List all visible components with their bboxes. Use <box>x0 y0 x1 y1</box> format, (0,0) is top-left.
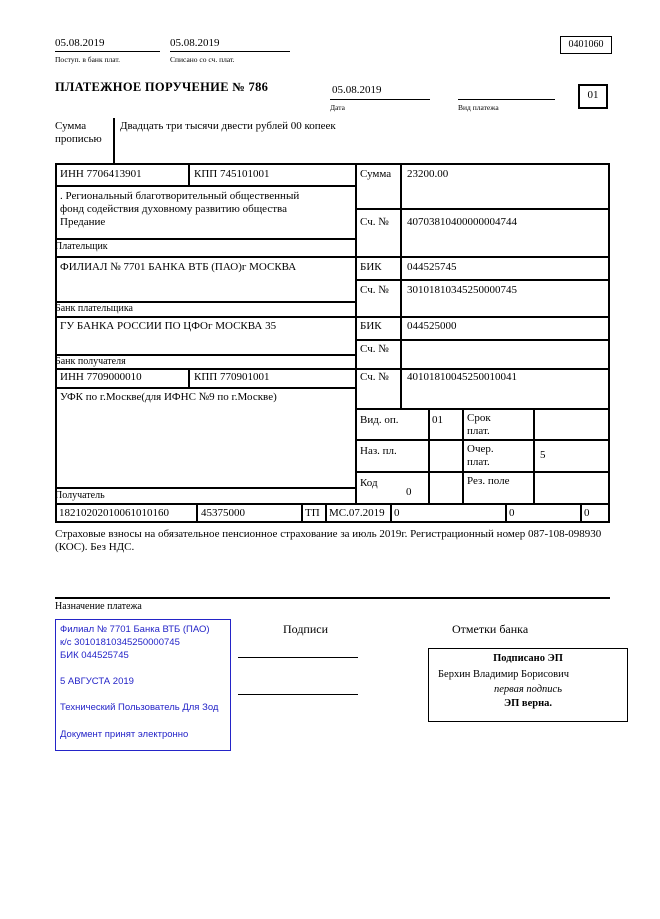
received-date-underline <box>55 51 160 52</box>
payee-account: 40101810045250010041 <box>407 371 517 383</box>
tax-row-divider <box>301 503 303 523</box>
payer-bank-bik: 044525745 <box>407 261 457 273</box>
bank-stamp-date: 5 АВГУСТА 2019 <box>60 676 134 687</box>
payer-kpp: КПП 745101001 <box>194 168 270 180</box>
table-line <box>55 487 355 489</box>
payer-account-label: Сч. № <box>360 216 389 228</box>
table-line <box>55 368 610 370</box>
table-divider <box>400 163 402 410</box>
sum-label: Сумма <box>360 168 392 180</box>
table-line <box>55 163 610 165</box>
payer-account: 40703810400000004744 <box>407 216 517 228</box>
ep-stamp-title: Подписано ЭП <box>493 653 563 664</box>
payment-type-underline <box>458 99 555 100</box>
date-label: Дата <box>330 103 345 112</box>
signature-line <box>238 694 358 695</box>
priority-label: Очер. плат. <box>467 443 494 469</box>
bank-stamp-branch: Филиал № 7701 Банка ВТБ (ПАО) <box>60 624 210 635</box>
purpose-underline <box>55 597 610 599</box>
ep-verified-text: ЭП верна. <box>503 698 552 709</box>
payment-type-label: Вид платежа <box>458 103 499 112</box>
tax-row-divider <box>390 503 392 523</box>
payee-bank-account-label: Сч. № <box>360 343 389 355</box>
code-value: 0 <box>406 486 412 498</box>
details-divider <box>428 408 430 505</box>
tax-doc-date: 0 <box>509 507 515 519</box>
payee-bank-name: ГУ БАНКА РОССИИ ПО ЦФОг МОСКВА 35 <box>60 320 277 332</box>
date-underline <box>330 99 430 100</box>
op-type-value: 01 <box>432 414 443 426</box>
debited-label: Списано со сч. плат. <box>170 55 235 64</box>
payee-inn: ИНН 7709000010 <box>60 371 142 383</box>
amount-in-words: Двадцать три тысячи двести рублей 00 копеек <box>120 120 336 132</box>
document-date: 05.08.2019 <box>332 84 382 96</box>
ep-signature-role: первая подпись <box>493 684 562 695</box>
kbk-value: 18210202010061010160 <box>59 507 169 519</box>
form-code: 0401060 <box>568 39 604 50</box>
table-line <box>355 408 610 410</box>
inn-kpp-divider <box>188 368 190 389</box>
payee-section-label: Получатель <box>55 490 105 501</box>
reserve-field-label: Рез. поле <box>467 475 510 487</box>
tax-doc-number: 0 <box>394 507 400 519</box>
debited-date-underline <box>170 51 290 52</box>
table-line <box>355 339 610 341</box>
bank-marks-title: Отметки банка <box>452 622 529 636</box>
signatures-title: Подписи <box>283 622 329 636</box>
table-line <box>55 316 610 318</box>
payer-inn: ИНН 7706413901 <box>60 168 142 180</box>
signature-line <box>238 657 358 658</box>
purpose-code-label: Наз. пл. <box>360 445 397 457</box>
payment-purpose-text: Страховые взносы на обязательное пенсионное страхование за июль 2019г. Регистрационный номер 087-108-098930 (КОС). Без НДС. <box>55 528 602 554</box>
tax-row-divider <box>505 503 507 523</box>
tax-row-divider <box>196 503 198 523</box>
bank-stamp-bik: БИК 044525745 <box>60 650 129 661</box>
payer-name: . Региональный благотворительный общественный фонд содействия духовному развитию общества Предание <box>60 190 300 229</box>
payer-section-label: Плательщик <box>55 241 108 252</box>
table-line <box>355 279 610 281</box>
pay-term-label: Срок плат. <box>467 412 491 438</box>
payer-bank-account-label: Сч. № <box>360 284 389 296</box>
payee-kpp: КПП 770901001 <box>194 371 270 383</box>
bank-stamp-accepted: Документ принят электронно <box>60 729 189 740</box>
table-line <box>355 208 610 210</box>
ep-signer-name: Берхин Владимир Борисович <box>438 669 569 680</box>
oktmo-value: 45375000 <box>201 507 245 519</box>
table-border-right <box>608 163 610 523</box>
payee-bank-bik: 044525000 <box>407 320 457 332</box>
bank-stamp-operator: Технический Пользователь Для Зод <box>60 702 219 713</box>
table-border-left <box>55 163 57 523</box>
payment-basis-value: ТП <box>305 507 320 519</box>
table-line <box>55 387 355 389</box>
payer-bank-account: 30101810345250000745 <box>407 284 517 296</box>
received-in-bank-label: Поступ. в банк плат. <box>55 55 120 64</box>
payee-name: УФК по г.Москве(для ИФНС №9 по г.Москве) <box>60 391 277 403</box>
sum-value: 23200.00 <box>407 168 449 180</box>
payee-account-label: Сч. № <box>360 371 389 383</box>
inn-kpp-divider <box>188 163 190 187</box>
document-title: ПЛАТЕЖНОЕ ПОРУЧЕНИЕ № 786 <box>55 80 269 94</box>
table-line <box>55 521 610 523</box>
priority-value: 5 <box>540 449 546 461</box>
details-divider <box>533 408 535 505</box>
table-line <box>55 238 355 240</box>
tax-row-divider <box>580 503 582 523</box>
payment-purpose-label: Назначение платежа <box>55 601 142 612</box>
amount-words-label: Сумма прописью <box>55 120 102 146</box>
debited-date: 05.08.2019 <box>170 37 220 49</box>
table-line <box>55 185 355 187</box>
amount-words-divider <box>113 118 115 163</box>
op-type-label: Вид. оп. <box>360 414 399 426</box>
payer-bank-bik-label: БИК <box>360 261 382 273</box>
table-line <box>355 471 610 473</box>
payee-bank-section-label: Банк получателя <box>55 356 126 367</box>
table-divider <box>355 163 357 505</box>
details-divider <box>462 408 464 505</box>
table-line <box>55 256 610 258</box>
payee-bank-bik-label: БИК <box>360 320 382 332</box>
payer-bank-name: ФИЛИАЛ № 7701 БАНКА ВТБ (ПАО)г МОСКВА <box>60 261 297 273</box>
table-line <box>355 439 610 441</box>
received-in-bank-date: 05.08.2019 <box>55 37 105 49</box>
tax-period-value: МС.07.2019 <box>329 507 385 519</box>
bank-stamp-corr-account: к/с 30101810345250000745 <box>60 637 180 648</box>
payer-bank-section-label: Банк плательщика <box>55 303 133 314</box>
tax-payment-type: 0 <box>584 507 590 519</box>
code-label: Код <box>360 477 378 489</box>
table-line <box>55 503 610 505</box>
tax-row-divider <box>325 503 327 523</box>
status-code: 01 <box>587 89 599 101</box>
